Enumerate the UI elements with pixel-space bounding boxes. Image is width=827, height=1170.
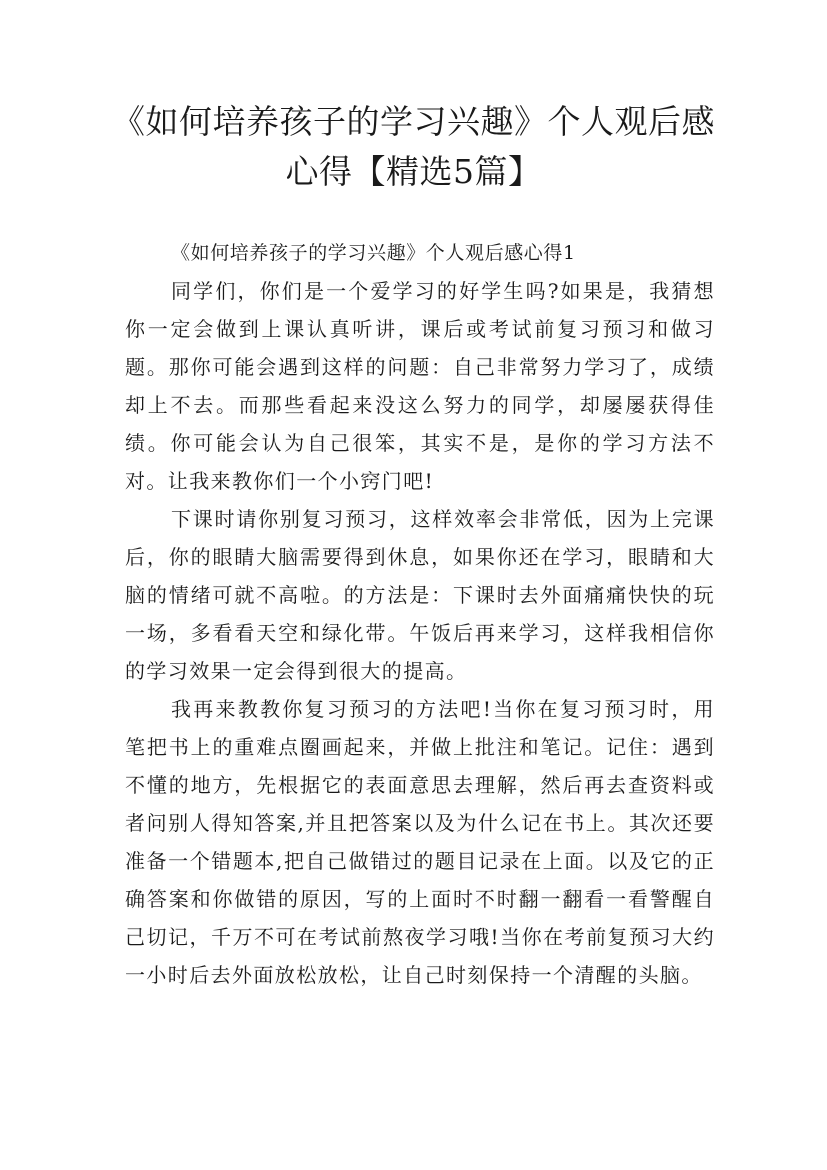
paragraph-1: 同学们，你们是一个爱学习的好学生吗?如果是，我猜想你一定会做到上课认真听讲，课后或考试前复习预习和做习题。那你可能会遇到这样的问题：自己非常努力学习了，成绩却上不去。而那些看起来没这么努力的同学，却屡屡获得佳绩。你可能会认为自己很笨，其实不是，是你的学习方法不对。让我来教你们一个小窍门吧! [125, 279, 715, 493]
paragraph-2: 下课时请你别复习预习，这样效率会非常低，因为上完课后，你的眼睛大脑需要得到休息，如果你还在学习，眼睛和大脑的情绪可就不高啦。的方法是：下课时去外面痛痛快快的玩一场，多看看天空和绿化带。午饭后再来学习，这样我相信你的学习效果一定会得到很大的提高。 [125, 507, 715, 683]
paragraph-3: 我再来教教你复习预习的方法吧!当你在复习预习时，用笔把书上的重难点圈画起来，并做上批注和笔记。记住：遇到不懂的地方，先根据它的表面意思去理解，然后再去查资料或者问别人得知答案,并且把答案以及为什么记在书上。其次还要准备一个错题本,把自己做错过的题目记录在上面。以及它的正确答案和你做错的原因，写的上面时不时翻一翻看一看警醒自己切记，千万不可在考试前熬夜学习哦!当你在考前复预习大约一小时后去外面放松放松，让自己时刻保持一个清醒的头脑。 [125, 697, 715, 987]
section-heading: 《如何培养孩子的学习兴趣》个人观后感心得1 [171, 242, 576, 264]
document-body [125, 234, 715, 994]
document-title: 《如何培养孩子的学习兴趣》个人观后感心得【精选5篇】 [112, 102, 715, 191]
